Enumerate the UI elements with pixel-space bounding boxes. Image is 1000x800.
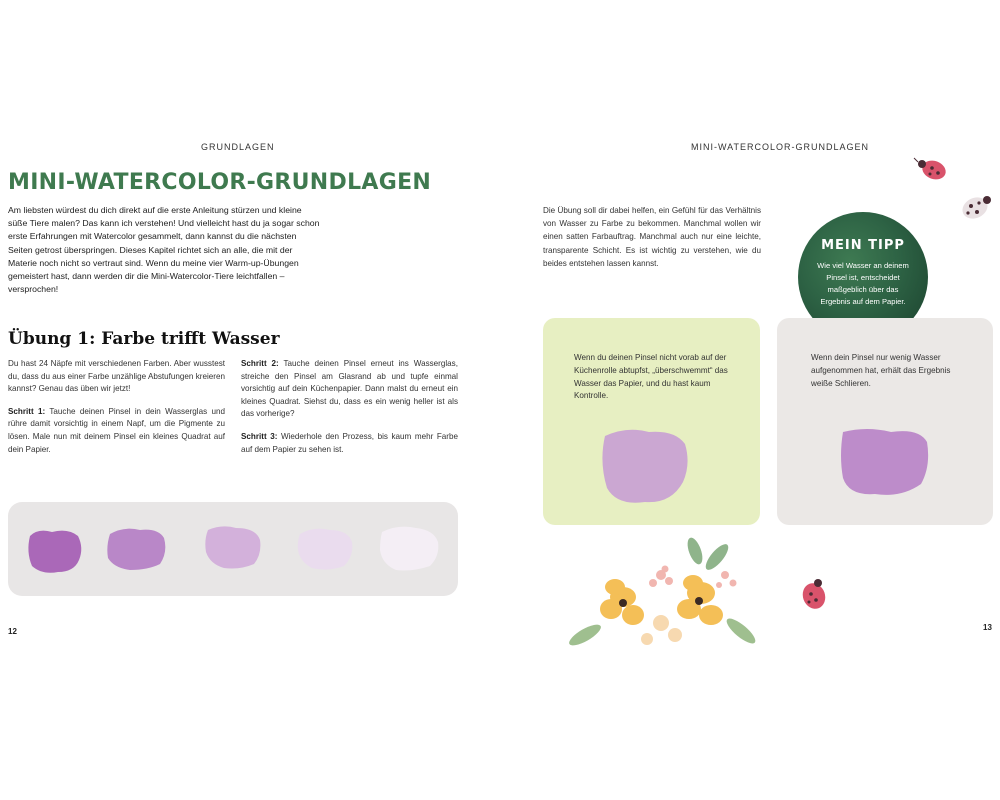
running-head-right: MINI-WATERCOLOR-GRUNDLAGEN xyxy=(691,142,870,152)
swatch-panel xyxy=(8,502,458,596)
exercise-intro: Du hast 24 Näpfe mit verschiedenen Farben. Aber wusstest du, dass du aus einer Farbe unzählige Abstufungen kreieren kannst? Genau das üben wir jetzt! xyxy=(8,359,225,394)
ladybug-illustration xyxy=(794,574,834,614)
swatch-5 xyxy=(380,527,438,571)
step-1-label: Schritt 1: xyxy=(8,406,46,416)
right-intro-paragraph: Die Übung soll dir dabei helfen, ein Gefühl für das Verhältnis von Wasser zu Farbe zu bekommen. Manchmal wollen wir einen satten Farbauftrag. Manchmal auch nur eine leichte, transparente Schicht. Es ist wichtig zu verstehen, wie du beides entstehen lassen kannst. xyxy=(543,206,761,268)
swatch-2 xyxy=(107,529,165,570)
text-column-1 xyxy=(8,358,225,466)
swatch-4 xyxy=(298,529,353,570)
step-3-label: Schritt 3: xyxy=(241,431,278,441)
page-number-left: 12 xyxy=(8,627,17,636)
text-column-2 xyxy=(241,358,458,466)
step-1-text: Tauche deinen Pinsel in dein Wasserglas und rühre damit vorsichtig in einem Napf, um die Pigmente zu lösen. Male nun mit deinem Pinsel ein kleines Quadrat auf dein Papier. xyxy=(8,406,225,454)
dry-brush-card xyxy=(777,318,993,525)
exercise-heading: Übung 1: Farbe trifft Wasser xyxy=(8,329,280,349)
page-title: MINI-WATERCOLOR-GRUNDLAGEN xyxy=(8,170,432,195)
tip-title: MEIN TIPP xyxy=(821,238,905,253)
wet-swatch xyxy=(597,422,693,510)
step-2 xyxy=(241,358,458,421)
running-head-left: GRUNDLAGEN xyxy=(201,142,275,152)
step-3-text: Wiederhole den Prozess, bis kaum mehr Farbe auf dem Papier zu sehen ist. xyxy=(241,431,458,454)
wet-brush-card xyxy=(543,318,760,525)
flower-illustration xyxy=(565,535,765,655)
intro-paragraph: Am liebsten würdest du dich direkt auf die erste Anleitung stürzen und kleine süße Tiere malen? Das kann ich verstehen! Und vielleicht hast du ja sogar schon erste Erfahrungen mit Watercolor gesammelt, dann kannst du die nächsten Seiten getrost überspringen. Dieses Kapitel richtet sich an alle, die mit der Materie noch nicht so vertraut sind. Wenn du meine vier Warm-up-Übungen gemeistert hast, dann werden dir die Mini-Watercolor-Tiere leichtfallen – versprochen! xyxy=(8,205,320,295)
swatch-1 xyxy=(28,531,81,573)
swatch-3 xyxy=(205,526,260,568)
step-1 xyxy=(8,406,225,456)
wet-brush-text: Wenn du deinen Pinsel nicht vorab auf der Küchenrolle abtupfst, „überschwemmt“ das Wasser das Papier, und du hast kaum Kontrolle. xyxy=(574,353,728,401)
step-3 xyxy=(241,431,458,456)
dry-brush-text: Wenn dein Pinsel nur wenig Wasser aufgenommen hat, erhält das Ergebnis weiße Schlieren. xyxy=(811,353,951,388)
dry-swatch xyxy=(835,422,935,506)
step-2-text: Tauche deinen Pinsel erneut ins Wasserglas, streiche den Pinsel am Glasrand ab und tupfe einmal vorsichtig auf dein Küchenpapier. Dann malst du erneut ein kleines Quadrat. Siehst du, dass es ein wenig heller ist als das vorherige? xyxy=(241,359,458,419)
ladybug-illustration xyxy=(955,188,997,224)
ladybug-illustration xyxy=(912,152,952,186)
step-2-label: Schritt 2: xyxy=(241,359,279,368)
swatch-gradient-row xyxy=(8,502,458,596)
page-number-right: 13 xyxy=(983,623,992,632)
tip-text: Wie viel Wasser an deinem Pinsel ist, entscheidet maßgeblich über das Ergebnis auf dem Papier. xyxy=(817,261,909,306)
